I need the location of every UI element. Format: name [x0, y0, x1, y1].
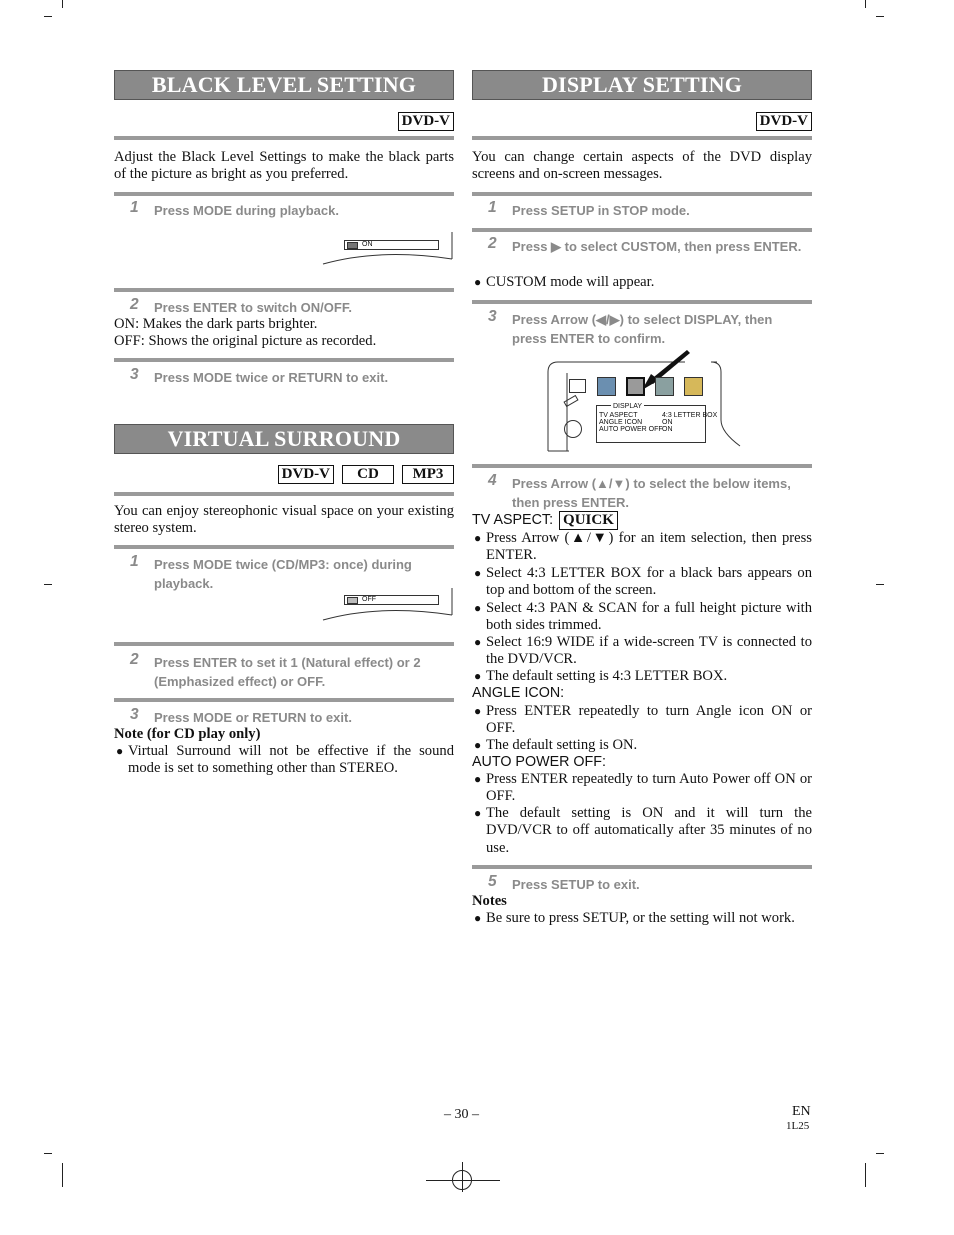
step-1: [132, 201, 452, 220]
menu-row-value: ON: [662, 419, 673, 426]
bullet-text: Press ENTER repeatedly to turn Angle icon ON or OFF.: [486, 703, 812, 737]
divider: [114, 492, 454, 496]
bullet-icon: ●: [474, 772, 482, 786]
step-5: [490, 875, 810, 894]
bullet-text: Virtual Surround will not be effective if the sound mode is set to something other than STEREO.: [128, 743, 454, 777]
bullet-text: The default setting is ON.: [486, 737, 638, 753]
step-text: Press MODE during playback.: [154, 203, 339, 218]
bullet-icon: ●: [474, 911, 482, 925]
tv-aspect-bullet: [472, 565, 812, 600]
black-level-intro: Adjust the Black Level Settings to make the black parts of the picture as bright as you preferred.: [114, 149, 454, 183]
dvd-v-badge: DVD-V: [278, 465, 334, 484]
lock-icon: [684, 377, 703, 396]
step-number: 3: [130, 366, 139, 383]
step-text: Press MODE twice (CD/MP3: once) during playback.: [154, 557, 412, 591]
custom-bullet: [472, 274, 812, 291]
bullet-text: Press ENTER repeatedly to turn Auto Power off ON or OFF.: [486, 771, 812, 805]
quick-badge: QUICK: [559, 511, 618, 530]
bullet-icon: ●: [474, 566, 482, 580]
crop-mark: [62, 1163, 63, 1187]
divider: [114, 288, 454, 292]
step-number: 2: [130, 651, 139, 668]
divider: [114, 698, 454, 702]
step-3: [132, 368, 452, 387]
step-2: [490, 237, 810, 256]
display-setting-title: DISPLAY SETTING: [472, 70, 812, 100]
virtual-surround-intro: You can enjoy stereophonic visual space on your existing stereo system.: [114, 503, 454, 537]
crop-mark: [865, 0, 866, 8]
step-text: Press ▶ to select CUSTOM, then press ENTER.: [512, 239, 802, 254]
menu-row-value: ON: [662, 426, 673, 433]
step-number: 2: [130, 296, 139, 313]
auto-power-off-heading: AUTO POWER OFF:: [472, 754, 606, 770]
display-setting-badges: [756, 112, 812, 131]
step-number: 4: [488, 472, 497, 489]
step-4: [490, 474, 810, 512]
surround-icon: [347, 597, 358, 604]
menu-row-value: 4:3 LETTER BOX: [662, 412, 718, 419]
display-icon: [626, 377, 645, 396]
bullet-icon: ●: [474, 635, 482, 649]
dvd-v-badge: DVD-V: [398, 112, 454, 131]
tv-aspect-bullet: [472, 600, 812, 635]
tv-aspect-heading: [472, 511, 618, 530]
bullet-icon: ●: [116, 744, 124, 758]
auto-power-bullet: [472, 771, 812, 806]
menu-header: DISPLAY: [613, 403, 643, 410]
step-2: [132, 298, 452, 317]
step-text: Press MODE twice or RETURN to exit.: [154, 370, 389, 385]
step-text: Press Arrow (◀/▶) to select DISPLAY, then press ENTER to confirm.: [512, 312, 773, 346]
angle-bullet: [472, 703, 812, 738]
divider: [472, 192, 812, 196]
arrow-pad-icon: [564, 420, 582, 438]
step-number: 5: [488, 873, 497, 890]
model-code: 1L25: [786, 1120, 810, 1132]
step-3: [132, 708, 452, 727]
osd-value: ON: [362, 241, 373, 248]
bullet-icon: ●: [474, 601, 482, 615]
tv-aspect-bullet: [472, 634, 812, 669]
divider: [472, 136, 812, 140]
step-number: 3: [488, 308, 497, 325]
divider: [114, 358, 454, 362]
audio-icon: [655, 377, 674, 396]
crop-mark: [44, 1153, 52, 1154]
bullet-text: The default setting is ON and it will turn the DVD/VCR to off automatically after 35 minutes of no use.: [486, 805, 812, 856]
bullet-text: Press Arrow (▲/▼) for an item selection, then press ENTER.: [486, 530, 812, 564]
language-icon: [597, 377, 616, 396]
step-number: 1: [130, 199, 139, 216]
bullet-text: The default setting is 4:3 LETTER BOX.: [486, 668, 728, 684]
note-title: Note (for CD play only): [114, 726, 261, 742]
dvd-v-badge: DVD-V: [756, 112, 812, 131]
bullet-text: Be sure to press SETUP, or the setting will not work.: [486, 910, 795, 926]
step-number: 1: [130, 553, 139, 570]
bullet-text: Select 4:3 PAN & SCAN for a full height picture with both sides trimmed.: [486, 600, 812, 634]
display-setting-intro: You can change certain aspects of the DVD display screens and on-screen messages.: [472, 149, 812, 183]
bullet-icon: ●: [474, 806, 482, 820]
step-text: Press SETUP to exit.: [512, 877, 640, 892]
osd-bar: [344, 240, 439, 250]
divider: [472, 228, 812, 232]
on-description: ON: Makes the dark parts brighter.: [114, 316, 318, 332]
osd-value: OFF: [362, 596, 376, 603]
step-text: Press ENTER to set it 1 (Natural effect) or 2 (Emphasized effect) or OFF.: [154, 655, 421, 689]
mp3-badge: MP3: [402, 465, 454, 484]
crop-mark: [62, 0, 63, 8]
bullet-icon: ●: [474, 275, 482, 289]
crop-mark: [44, 584, 52, 585]
notes-bullet: [472, 910, 812, 927]
step-text: Press Arrow (▲/▼) to select the below items, then press ENTER.: [512, 476, 791, 510]
step-text: Press MODE or RETURN to exit.: [154, 710, 352, 725]
registration-mark: [462, 1162, 463, 1192]
cd-badge: CD: [342, 465, 394, 484]
step-2: [132, 653, 452, 691]
crop-mark: [876, 584, 884, 585]
note-bullet: [114, 743, 454, 778]
step-number: 3: [130, 706, 139, 723]
black-level-badges: [398, 112, 454, 131]
tv-aspect-bullet: [472, 530, 812, 565]
crop-mark: [44, 16, 52, 17]
divider: [114, 192, 454, 196]
bullet-icon: ●: [474, 669, 482, 683]
heading-text: TV ASPECT:: [472, 512, 554, 528]
osd-bar: [344, 595, 439, 605]
bullet-text: CUSTOM mode will appear.: [486, 274, 655, 290]
bullet-icon: ●: [474, 531, 482, 545]
step-1: [490, 201, 810, 220]
bullet-icon: ●: [474, 704, 482, 718]
bullet-icon: ●: [474, 738, 482, 752]
tv-icon: [569, 379, 586, 393]
angle-bullet: [472, 737, 812, 754]
tv-aspect-bullet: [472, 668, 812, 685]
step-number: 2: [488, 235, 497, 252]
step-3: [490, 310, 810, 348]
page-number: – 30 –: [444, 1107, 479, 1122]
crop-mark: [865, 1163, 866, 1187]
angle-icon-heading: ANGLE ICON:: [472, 685, 565, 701]
virtual-surround-badges: [278, 465, 454, 484]
menu-row-label: ANGLE ICON: [599, 419, 643, 426]
divider: [114, 642, 454, 646]
divider: [472, 464, 812, 468]
auto-power-bullet: [472, 805, 812, 857]
menu-row-label: TV ASPECT: [599, 412, 638, 419]
bullet-text: Select 4:3 LETTER BOX for a black bars appears on top and bottom of the screen.: [486, 565, 812, 599]
tv-screen-osd-illustration: [320, 232, 454, 270]
tv-screen-osd-illustration: [320, 588, 454, 626]
step-text: Press ENTER to switch ON/OFF.: [154, 300, 352, 315]
language-code: EN: [792, 1104, 811, 1119]
step-text: Press SETUP in STOP mode.: [512, 203, 690, 218]
divider: [472, 865, 812, 869]
bullet-text: Select 16:9 WIDE if a wide-screen TV is connected to the DVD/VCR.: [486, 634, 812, 668]
crop-mark: [876, 1153, 884, 1154]
menu-row-label: AUTO POWER OFF: [599, 426, 663, 433]
black-level-title: BLACK LEVEL SETTING: [114, 70, 454, 100]
step-number: 1: [488, 199, 497, 216]
virtual-surround-title: VIRTUAL SURROUND: [114, 424, 454, 454]
divider: [472, 300, 812, 304]
divider: [114, 136, 454, 140]
crop-mark: [876, 16, 884, 17]
notes-title: Notes: [472, 893, 507, 909]
off-description: OFF: Shows the original picture as recorded.: [114, 333, 377, 349]
divider: [114, 545, 454, 549]
black-level-icon: [347, 242, 358, 249]
